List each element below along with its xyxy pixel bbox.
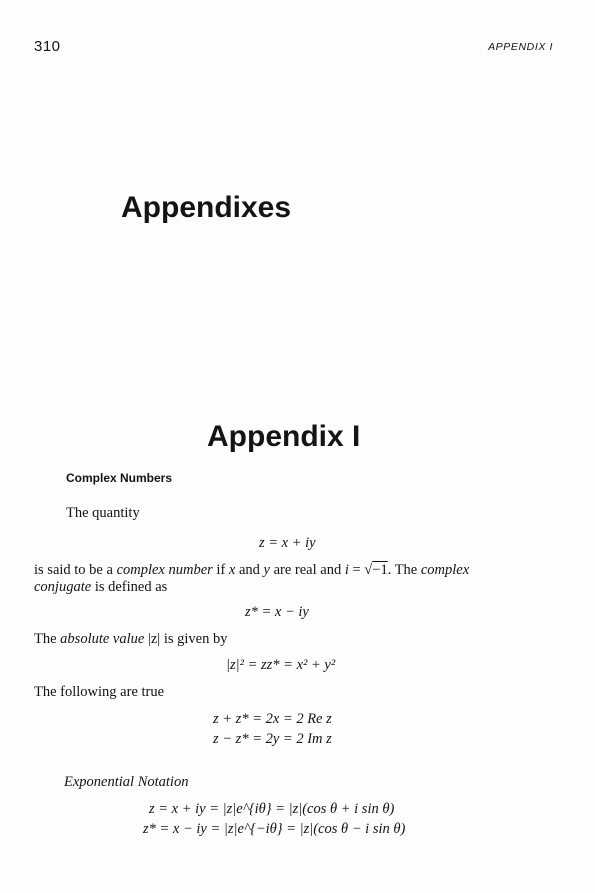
intro-text: The quantity	[66, 505, 140, 521]
equation-absolute-value: |z|² = zz* = x² + y²	[226, 657, 336, 673]
part-title: Appendixes	[121, 191, 292, 224]
complex-number-paragraph-line-1: is said to be a complex number if x and y are real and i = √−1. The complex	[34, 562, 470, 578]
equation-conjugate: z* = x − iy	[245, 604, 309, 620]
following-true-text: The following are true	[34, 684, 165, 700]
complex-number-paragraph-line-2: conjugate is defined as	[34, 579, 168, 595]
equation-difference: z − z* = 2y = 2 Im z	[213, 731, 332, 747]
appendix-title: Appendix I	[207, 420, 361, 453]
page-number: 310	[34, 38, 61, 55]
equation-z: z = x + iy	[259, 535, 316, 551]
running-head: APPENDIX I	[488, 41, 553, 53]
equation-exponential-2: z* = x − iy = |z|e^{−iθ} = |z|(cos θ − i sin θ)	[143, 821, 406, 837]
equation-sum: z + z* = 2x = 2 Re z	[213, 711, 332, 727]
equation-exponential-1: z = x + iy = |z|e^{iθ} = |z|(cos θ + i sin θ)	[149, 801, 395, 817]
absolute-value-paragraph: The absolute value |z| is given by	[34, 631, 228, 647]
section-heading: Complex Numbers	[66, 471, 173, 485]
exponential-notation-heading: Exponential Notation	[64, 774, 189, 790]
